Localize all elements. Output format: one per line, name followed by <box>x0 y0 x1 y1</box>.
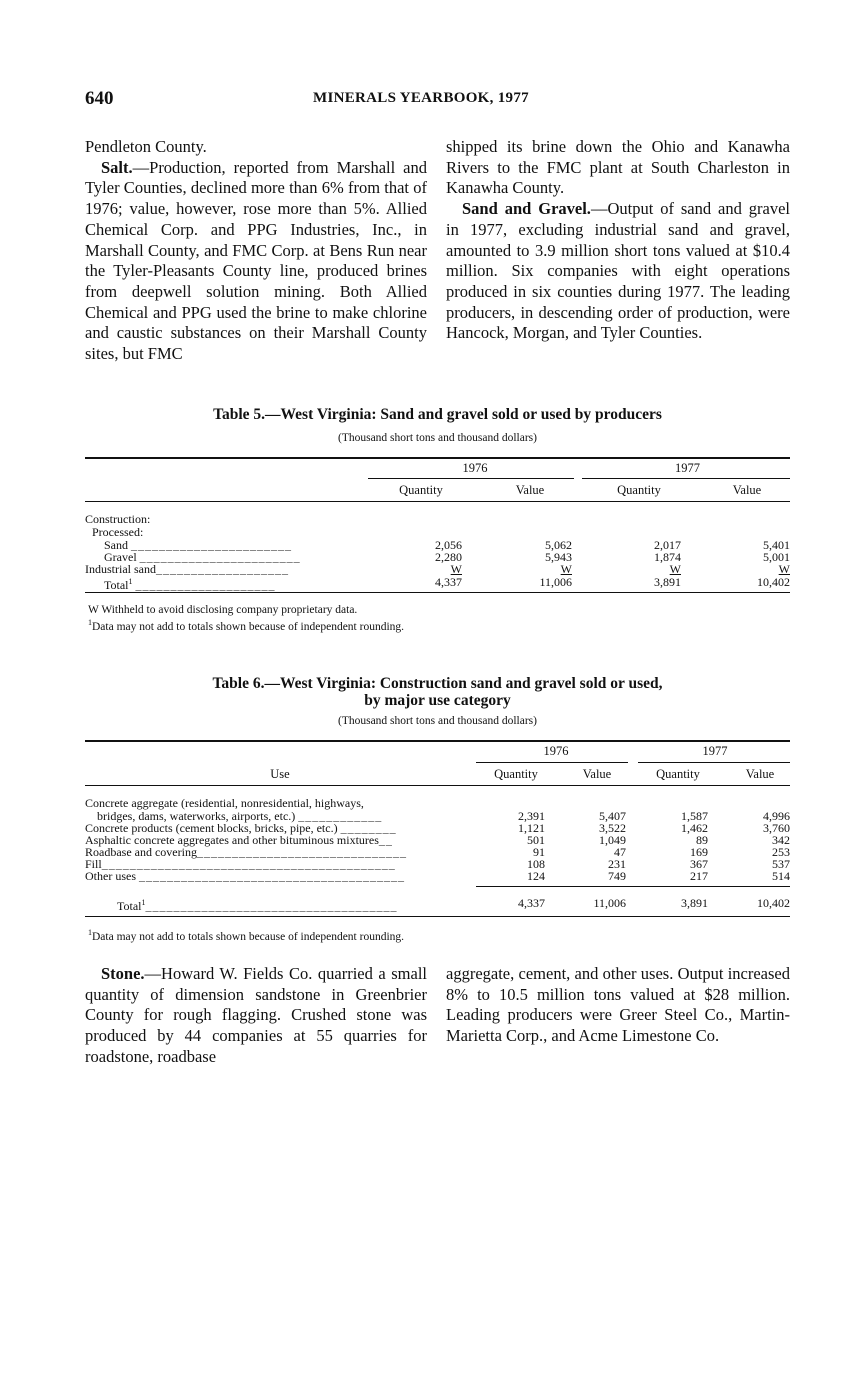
table5-cell: 5,401 <box>763 538 790 552</box>
table6-bottom-rule <box>85 916 790 917</box>
page-number: 640 <box>85 88 114 109</box>
table6-cell: 1,462 <box>681 821 708 835</box>
paragraph-stone-continued: aggregate, cement, and other uses. Output increased 8% to 10.5 million tons valued at $28 million. Leading producers were Greer Steel Co., Martin-Marietta Corp., and Acme Limestone Co. <box>446 964 790 1046</box>
table5-col-quantity-1977: Quantity <box>617 483 661 497</box>
table6-cell: 514 <box>772 869 790 883</box>
salt-body: —Production, reported from Marshall and Tyler Counties, declined more than 6% from that of 1976; value, however, rose more than 5%. Allied Chemical Corp. and PPG Industries, Inc., in Marshall County, and FMC Corp. at Bens Run near the Tyler-Pleasants County line, produced brines from deepwell solution mining. Both Allied Chemical and PPG used the brine to make chlorine and caustic substances on their Marshall County sites, but FMC <box>85 157 427 364</box>
table6-cell: 2,391 <box>518 809 545 823</box>
table6-title-line2: by major use category <box>364 692 511 709</box>
table5-stub-construction: Construction: <box>85 513 151 526</box>
table6-header-rule <box>85 785 790 786</box>
table6-subtitle: (Thousand short tons and thousand dollars) <box>338 715 537 727</box>
table6-cell: 367 <box>690 857 708 871</box>
paragraph-pendleton: Pendleton County. <box>85 137 207 156</box>
table6-year-1976: 1976 <box>543 744 569 758</box>
table6-cell: 5,407 <box>599 809 626 823</box>
table5-year-1976: 1976 <box>462 461 488 475</box>
paragraph-brine: shipped its brine down the Ohio and Kanawha Rivers to the FMC plant at South Charleston in Kanawha County. <box>446 137 790 198</box>
table6-row-label: bridges, dams, waterworks, airports, etc.) ____________ <box>97 810 383 823</box>
table5-total-label: Total$^1$ ____________________ <box>104 577 276 592</box>
table5-row-label: Sand _______________________ <box>104 539 292 552</box>
table6-row-label: Roadbase and covering______________________________ <box>85 846 407 859</box>
table5-cell: 5,001 <box>763 550 790 564</box>
table6-top-rule <box>85 740 790 742</box>
paragraph-sand-gravel <box>446 199 790 344</box>
table5-cell: W <box>560 562 572 576</box>
table6-title-line1: Table 6.—West Virginia: Construction sand and gravel sold or used, <box>212 675 663 692</box>
table5-total-cell: 10,402 <box>757 575 790 589</box>
table6-cell: 1,121 <box>518 821 545 835</box>
stone-body: —Howard W. Fields Co. quarried a small quantity of dimension sandstone in Greenbrier County for rough flagging. Crushed stone was produced by 44 companies at 55 quarries for roadstone, roadbase <box>85 964 427 1066</box>
table6-row-label: Concrete products (cement blocks, bricks, pipe, etc.) ________ <box>85 822 397 835</box>
table5-col-value-1976: Value <box>515 483 545 497</box>
table5-cell: W <box>778 562 790 576</box>
table5-header-rule <box>85 501 790 502</box>
table6-cell: 89 <box>696 833 708 847</box>
paragraph-stone <box>85 964 427 1068</box>
table6-cell: 253 <box>772 845 790 859</box>
table6-cell: 3,760 <box>763 821 790 835</box>
table6-row-label-line1: Concrete aggregate (residential, nonresidential, highways, <box>85 797 364 810</box>
table6-col-quantity-1976: Quantity <box>494 767 538 781</box>
sand-gravel-body: —Output of sand and gravel in 1977, excluding industrial sand and gravel, amounted to 3.9 million short tons valued at $10.4 million. Six companies with eight operations produced in six counties during 1977. The leading producers, in descending order of production, were Hancock, Morgan, and Tyler Counties. <box>446 199 791 343</box>
table6-cell: 231 <box>608 857 626 871</box>
table5-cell: W <box>450 562 462 576</box>
table5-total-cell: 3,891 <box>654 575 681 589</box>
salt-heading: Salt. <box>101 157 133 177</box>
table6-year-rule-1976 <box>476 762 628 763</box>
table6-cell: 342 <box>772 833 790 847</box>
table5-top-rule <box>85 457 790 459</box>
table6-cell: 749 <box>608 869 626 883</box>
table6-total-cell: 3,891 <box>681 896 708 910</box>
table6-total-rule <box>476 886 790 887</box>
table5-bottom-rule <box>85 592 790 593</box>
table6-col-use: Use <box>270 767 290 781</box>
table5-cell: 5,062 <box>545 538 572 552</box>
table5-cell: 1,874 <box>654 550 681 564</box>
table5-row-label: Industrial sand___________________ <box>85 563 289 576</box>
table5-total-cell: 4,337 <box>435 575 462 589</box>
right-column-bottom <box>446 964 790 1047</box>
table6-row-label: Asphaltic concrete aggregates and other bituminous mixtures__ <box>85 834 393 847</box>
table5-cell: 5,943 <box>545 550 572 564</box>
table6-col-value-1977: Value <box>745 767 775 781</box>
table6-col-value-1976: Value <box>582 767 612 781</box>
table5-col-quantity-1976: Quantity <box>399 483 443 497</box>
table6-total-label: Total$^1$____________________________________ <box>117 898 398 913</box>
table5-year-rule-1976 <box>368 478 574 479</box>
table5-col-value-1977: Value <box>732 483 762 497</box>
table6-cell: 217 <box>690 869 708 883</box>
table6-cell: 3,522 <box>599 821 626 835</box>
right-column-top <box>446 137 790 344</box>
table5-title: Table 5.—West Virginia: Sand and gravel sold or used by producers <box>213 406 662 423</box>
table6-cell: 4,996 <box>763 809 790 823</box>
table6-row-label: Fill__________________________________________ <box>85 858 396 871</box>
table6-cell: 537 <box>772 857 790 871</box>
table5-year-1977: 1977 <box>675 461 700 475</box>
table6-total-cell: 10,402 <box>757 896 790 910</box>
table6-cell: 47 <box>614 845 626 859</box>
table6-cell: 1,049 <box>599 833 626 847</box>
table5-cell: 2,280 <box>435 550 462 564</box>
running-title: MINERALS YEARBOOK, 1977 <box>313 90 529 106</box>
table5-year-rule-1977 <box>582 478 790 479</box>
paragraph-salt <box>85 158 427 365</box>
table5-note-w: W Withheld to avoid disclosing company proprietary data. <box>88 604 358 616</box>
table6-year-rule-1977 <box>638 762 790 763</box>
table6-cell: 91 <box>533 845 545 859</box>
table6-total-cell: 4,337 <box>518 896 545 910</box>
table5-cell: 2,056 <box>435 538 462 552</box>
sand-gravel-heading: Sand and Gravel. <box>462 199 591 219</box>
table6-col-quantity-1977: Quantity <box>656 767 700 781</box>
table6-cell: 124 <box>527 869 545 883</box>
table5-row-label: Gravel _______________________ <box>104 551 301 564</box>
table6-year-1977: 1977 <box>702 744 728 758</box>
table6-row-label: Other uses ______________________________________ <box>85 870 405 883</box>
table6-cell: 1,587 <box>681 809 708 823</box>
table6-cell: 108 <box>527 857 545 871</box>
table5-total-cell: 11,006 <box>539 575 572 589</box>
table5-stub-processed: Processed: <box>92 526 144 539</box>
table6-total-cell: 11,006 <box>593 896 626 910</box>
table5-note-rounding: $^1$Data may not add to totals shown because of independent rounding. <box>88 618 405 633</box>
table6-cell: 501 <box>527 833 545 847</box>
table6-note-rounding: $^1$Data may not add to totals shown because of independent rounding. <box>88 928 405 943</box>
stone-heading: Stone. <box>101 964 145 983</box>
table5-cell: 2,017 <box>654 538 681 552</box>
table6-cell: 169 <box>690 845 708 859</box>
table5-cell: W <box>669 562 681 576</box>
table5-subtitle: (Thousand short tons and thousand dollars) <box>338 432 537 444</box>
left-column-top <box>85 137 427 365</box>
left-column-bottom <box>85 964 427 1068</box>
